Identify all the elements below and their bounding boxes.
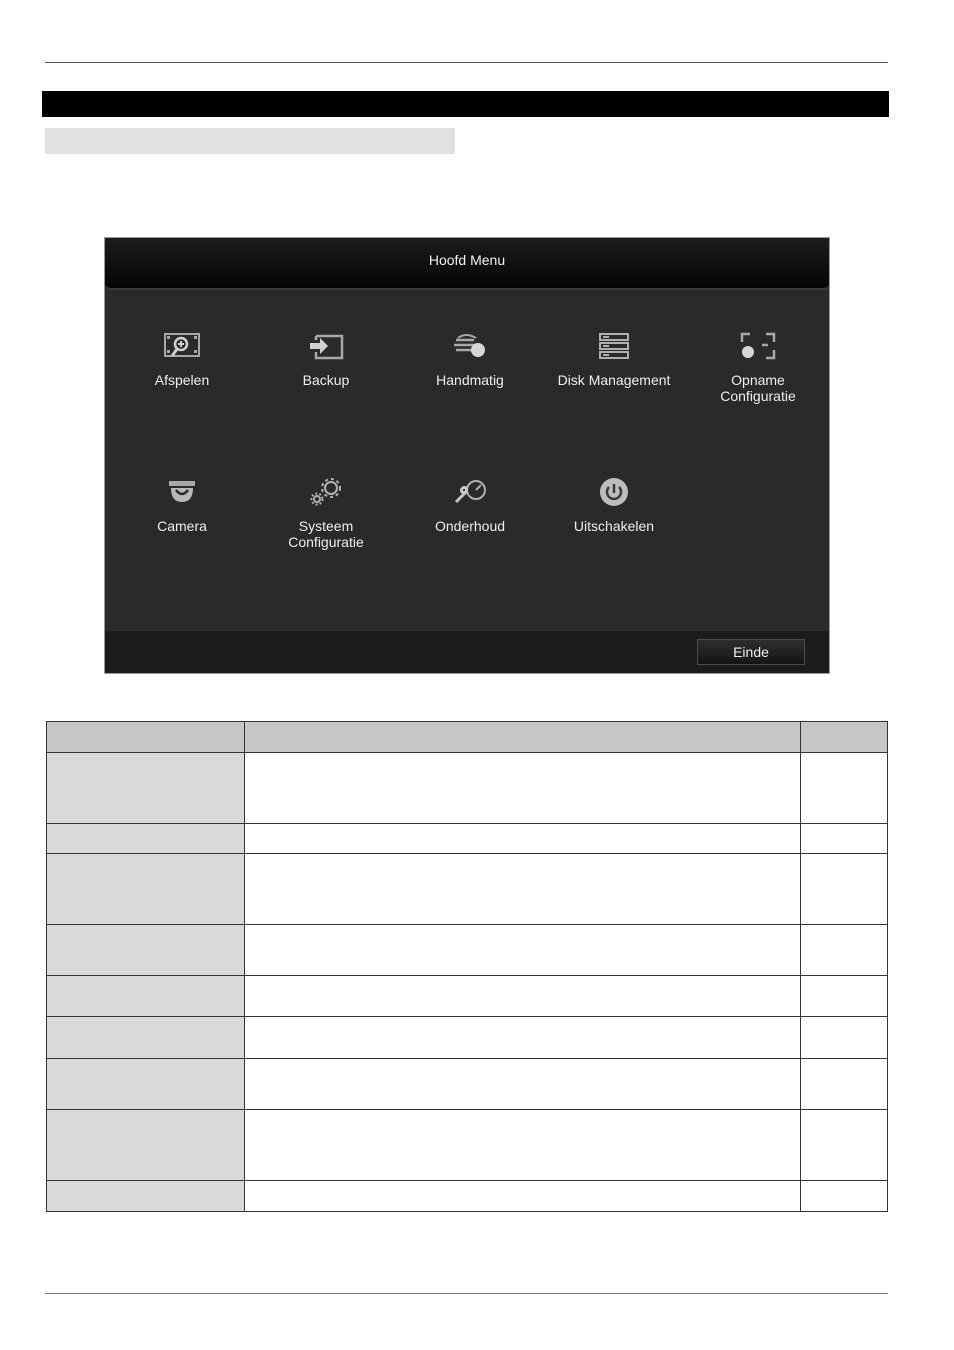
table-cell: [801, 976, 888, 1017]
menu-item-systeem-configuratie[interactable]: [254, 476, 398, 550]
table-cell: [245, 854, 801, 925]
table-header-cell: [801, 722, 888, 753]
menu-item-disk-management[interactable]: [542, 330, 686, 388]
table-header-cell: [47, 722, 245, 753]
table-header-row: [47, 722, 888, 753]
menu-header: [105, 238, 829, 290]
table-cell: [47, 824, 245, 854]
table-cell: [801, 1017, 888, 1059]
subsection-heading-bar: [45, 128, 455, 154]
menu-item-opname-configuratie[interactable]: [686, 330, 830, 404]
menu-item-onderhoud[interactable]: [398, 476, 542, 534]
table-row: [47, 854, 888, 925]
table-cell: [801, 925, 888, 976]
menu-item-label: Onderhoud: [434, 518, 506, 534]
table-row: [47, 1181, 888, 1212]
menu-item-afspelen[interactable]: [110, 330, 254, 388]
table-cell: [47, 1059, 245, 1110]
table-cell: [801, 824, 888, 854]
table-cell: [245, 1181, 801, 1212]
menu-item-label: Camera: [157, 518, 207, 534]
manual-record-icon: [450, 330, 490, 362]
description-table: [46, 721, 888, 1212]
menu-item-camera[interactable]: [110, 476, 254, 534]
menu-item-uitschakelen[interactable]: [542, 476, 686, 534]
dome-camera-icon: [162, 476, 202, 508]
gears-icon: [306, 476, 346, 508]
menu-footer: [105, 631, 829, 673]
menu-item-handmatig[interactable]: [398, 330, 542, 388]
record-config-icon: [738, 330, 778, 362]
table-cell: [47, 1110, 245, 1181]
menu-item-label: Systeem Configuratie: [288, 518, 364, 550]
table-cell: [801, 1181, 888, 1212]
bottom-rule: [45, 1293, 888, 1294]
table-cell: [801, 1110, 888, 1181]
hdd-stack-icon: [594, 330, 634, 362]
table-cell: [245, 1110, 801, 1181]
table-cell: [801, 854, 888, 925]
table-header-cell: [245, 722, 801, 753]
maintenance-wrench-icon: [450, 476, 490, 508]
power-icon: [594, 476, 634, 508]
table-cell: [47, 925, 245, 976]
table-cell: [245, 925, 801, 976]
table-cell: [47, 1181, 245, 1212]
table-row: [47, 753, 888, 824]
table-cell: [245, 753, 801, 824]
menu-item-backup[interactable]: [254, 330, 398, 388]
table-cell: [801, 753, 888, 824]
playback-search-icon: [162, 330, 202, 362]
table-cell: [47, 1017, 245, 1059]
menu-item-label: Disk Management: [557, 372, 671, 388]
menu-item-label: Uitschakelen: [573, 518, 655, 534]
table-cell: [245, 824, 801, 854]
backup-arrow-icon: [306, 330, 346, 362]
top-rule: [45, 62, 888, 63]
menu-item-label: Opname Configuratie: [720, 372, 796, 404]
table-row: [47, 925, 888, 976]
table-row: [47, 1059, 888, 1110]
menu-title: Hoofd Menu: [428, 252, 506, 268]
table-cell: [245, 976, 801, 1017]
table-cell: [245, 1017, 801, 1059]
table-row: [47, 1017, 888, 1059]
table-row: [47, 976, 888, 1017]
menu-item-label: Handmatig: [436, 372, 504, 388]
dvr-main-menu-screenshot: [104, 237, 830, 674]
table-cell: [47, 753, 245, 824]
table-cell: [47, 854, 245, 925]
exit-button[interactable]: Einde: [697, 639, 805, 665]
table-cell: [245, 1059, 801, 1110]
table-row: [47, 1110, 888, 1181]
menu-item-label: Afspelen: [154, 372, 210, 388]
table-row: [47, 824, 888, 854]
table-cell: [47, 976, 245, 1017]
section-heading-bar: [42, 91, 889, 117]
menu-item-label: Backup: [302, 372, 350, 388]
table-cell: [801, 1059, 888, 1110]
